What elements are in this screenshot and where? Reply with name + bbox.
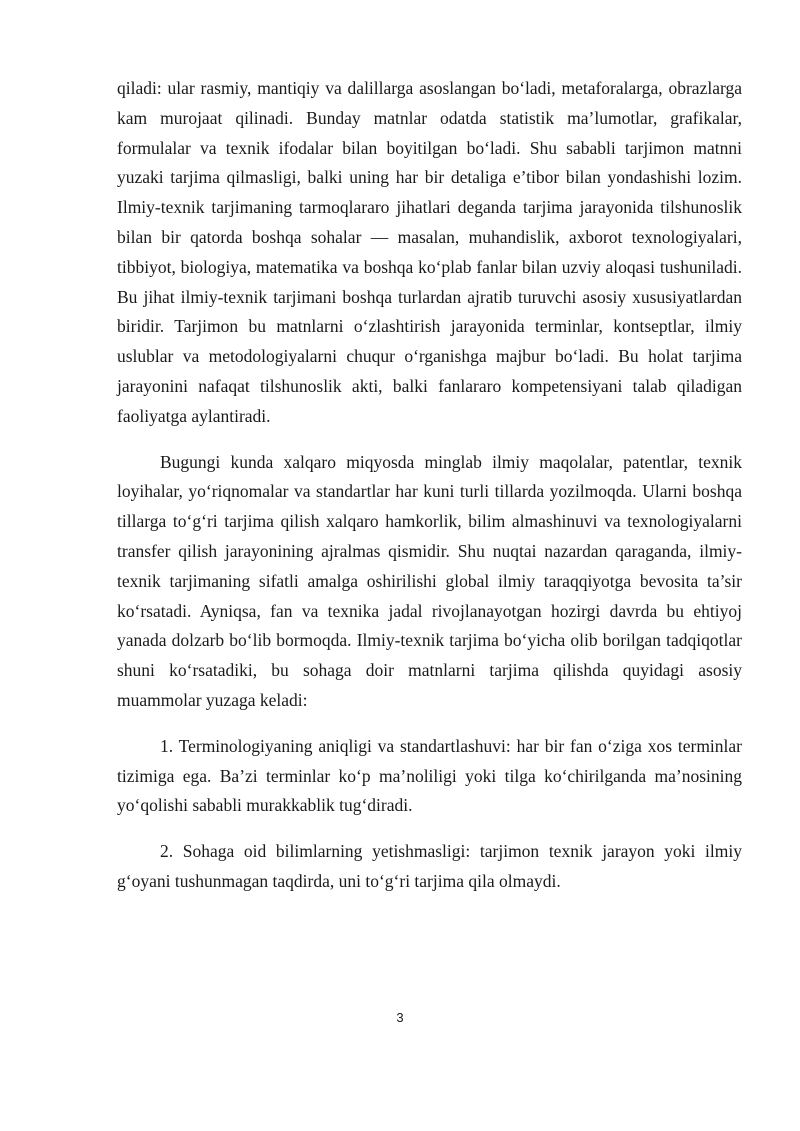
page-number: 3 [396, 1010, 404, 1025]
paragraph-international-context: Bugungi kunda xalqaro miqyosda minglab ilmiy maqolalar, patentlar, texnik loyihalar, yo‘riqnomalar va standartlar har kuni turli tillarda yozilmoqda. Ularni boshqa tillarga to‘g‘ri tarjima qilish xalqaro hamkorlik, bilim almashinuvi va texnologiyalarni transfer qilish jarayonining ajralmas qismidir. Shu nuqtai nazardan qaraganda, ilmiy-texnik tarjimaning sifatli amalga oshirilishi global ilmiy taraqqiyotga bevosita ta’sir ko‘rsatadi. Ayniqsa, fan va texnika jadal rivojlanayotgan hozirgi davrda bu ehtiyoj yanada dolzarb bo‘lib bormoqda. Ilmiy-texnik tarjima bo‘yicha olib borilgan tadqiqotlar shuni ko‘rsatadiki, bu sohaga doir matnlarni tarjima qilishda quyidagi asosiy muammolar yuzaga keladi: [117, 451, 742, 710]
document-body [117, 74, 742, 897]
list-item-domain-knowledge: 2. Sohaga oid bilimlarning yetishmasligi: tarjimon texnik jarayon yoki ilmiy g‘oyani tushunmagan taqdirda, uni to‘g‘ri tarjima qila olmaydi. [117, 841, 742, 891]
list-item-terminology: 1. Terminologiyaning aniqligi va standartlashuvi: har bir fan o‘ziga xos terminlar tizimiga ega. Ba’zi terminlar ko‘p ma’noliligi yoki tilga ko‘chirilganda ma’nosining yo‘qolishi sababli murakkablik tug‘diradi. [117, 735, 742, 816]
paragraph-continuation: qiladi: ular rasmiy, mantiqiy va dalillarga asoslangan bo‘ladi, metaforalarga, obrazlarga kam murojaat qilinadi. Bunday matnlar odatda statistik ma’lumotlar, grafikalar, formulalar va texnik ifodalar bilan boyitilgan bo‘ladi. Shu sababli tarjimon matnni yuzaki tarjima qilmasligi, balki uning har bir detaliga e’tibor bilan yondashishi lozim. Ilmiy-texnik tarjimaning tarmoqlararo jihatlari deganda tarjima jarayonida tilshunoslik bilan bir qatorda boshqa sohalar — masalan, muhandislik, axborot texnologiyalari, tibbiyot, biologiya, matematika va boshqa ko‘plab fanlar bilan uzviy aloqasi tushuniladi. Bu jihat ilmiy-texnik tarjimani boshqa turlardan ajratib turuvchi asosiy xususiyatlardan biridir. Tarjimon bu matnlarni o‘zlashtirish jarayonida terminlar, kontseptlar, ilmiy uslublar va metodologiyalarni chuqur o‘rganishga majbur bo‘ladi. Bu holat tarjima jarayonini nafaqat tilshunoslik akti, balki fanlararo kompetensiyani talab qiladigan faoliyatga aylantiradi. [117, 78, 742, 426]
